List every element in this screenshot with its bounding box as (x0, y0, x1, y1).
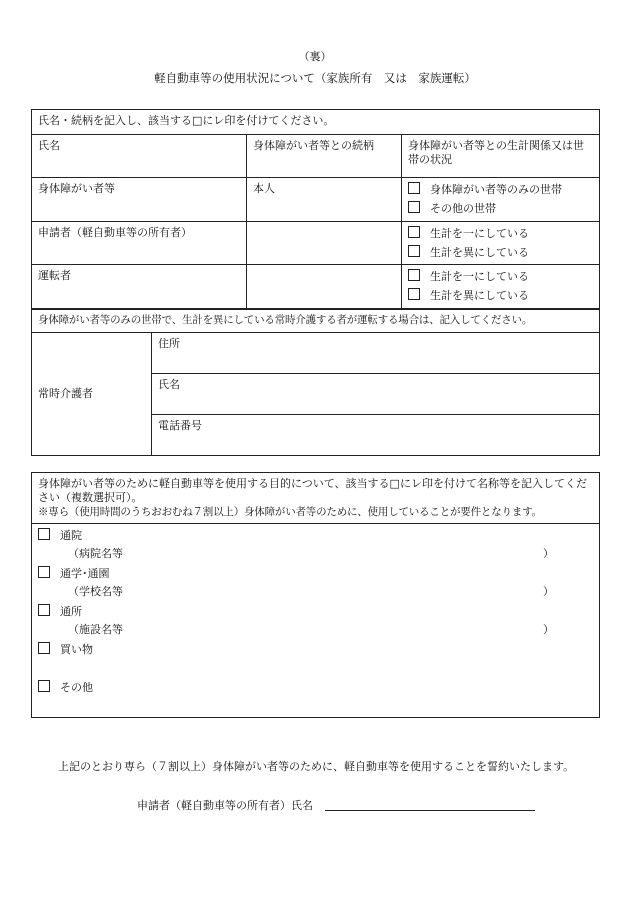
caregiver-table (31, 309, 600, 456)
facility-label: （学校名等 (68, 585, 123, 599)
signature-row (137, 798, 535, 813)
family-info-table (31, 109, 600, 309)
option-label: 生計を一にしている (430, 270, 529, 284)
option-label: 生計を異にしている (430, 289, 529, 303)
checkbox[interactable] (408, 288, 420, 300)
table-row (32, 178, 600, 222)
checkbox[interactable] (38, 566, 50, 578)
col-header-name: 氏名 (32, 135, 247, 178)
caregiver-address-field[interactable]: 住所 (152, 333, 600, 374)
facility-name-field[interactable] (38, 547, 593, 566)
facility-name-field[interactable] (38, 623, 593, 642)
page-side-label: （裏） (298, 50, 332, 63)
checkbox[interactable] (38, 642, 50, 654)
checkbox[interactable] (408, 269, 420, 281)
option-label: 生計を異にしている (430, 245, 529, 259)
page-title: 軽自動車等の使用状況について（家族所有 又は 家族運転） (154, 71, 476, 85)
caregiver-label: 常時介護者 (32, 333, 152, 456)
purpose-label: 買い物 (60, 643, 93, 657)
purpose-label: 通院 (60, 529, 82, 543)
signature-label: 申請者（軽自動車等の所有者）氏名 (137, 799, 313, 812)
caregiver-name-field[interactable]: 氏名 (152, 374, 600, 415)
pledge-text: 上記のとおり専ら（７割以上）身体障がい者等のために、軽自動車等を使用することを誓約いたします。 (58, 760, 575, 773)
row-label: 申請者（軽自動車等の所有者） (32, 221, 247, 265)
checkbox[interactable] (408, 245, 420, 257)
relation-cell[interactable]: 本人 (247, 178, 402, 222)
facility-label: （施設名等 (68, 623, 123, 637)
list-item (38, 642, 593, 661)
table-row (32, 221, 600, 265)
row-label: 身体障がい者等 (32, 178, 247, 222)
checkbox[interactable] (38, 680, 50, 692)
close-paren: ） (543, 585, 554, 599)
col-header-household: 身体障がい者等との生計関係又は世帯の状況 (402, 135, 600, 178)
caregiver-phone-field[interactable]: 電話番号 (152, 415, 600, 456)
purpose-label: その他 (60, 681, 93, 695)
checkbox[interactable] (38, 528, 50, 540)
close-paren: ） (543, 547, 554, 561)
checkbox[interactable] (408, 226, 420, 238)
col-header-relation: 身体障がい者等との続柄 (247, 135, 402, 178)
checkbox[interactable] (408, 201, 420, 213)
list-item (38, 566, 593, 585)
table-row (32, 265, 600, 309)
facility-label: （病院名等 (68, 547, 123, 561)
row-label: 運転者 (32, 265, 247, 309)
section1-instruction: 氏名・続柄を記入し、該当する□にレ印を付けてください。 (32, 110, 600, 135)
checkbox[interactable] (38, 604, 50, 616)
option-label: 身体障がい者等のみの世帯 (430, 183, 562, 196)
section3-note: ※専ら（使用時間のうちおおむね７割以上）身体障がい者等のために、使用していることが要件となります。 (38, 505, 542, 518)
section2-instruction: 身体障がい者等のみの世帯で、生計を異にしている常時介護する者が運転する場合は、記入してください。 (32, 310, 600, 333)
close-paren: ） (543, 623, 554, 637)
list-item (38, 528, 593, 547)
list-item (38, 604, 593, 623)
purpose-label: 通学･通園 (60, 567, 110, 581)
usage-purpose-section (31, 472, 600, 718)
signature-line[interactable] (325, 798, 535, 811)
option-label: その他の世帯 (430, 202, 496, 216)
option-label: 生計を一にしている (430, 226, 529, 240)
checkbox[interactable] (408, 182, 420, 194)
purpose-label: 通所 (60, 605, 82, 619)
relation-cell[interactable] (247, 265, 402, 309)
facility-name-field[interactable] (38, 585, 593, 604)
list-item (38, 680, 593, 699)
relation-cell[interactable] (247, 221, 402, 265)
section3-instruction: 身体障がい者等のために軽自動車等を使用する目的について、該当する□にレ印を付けて名称等を記入してください（複数選択可）。 (38, 477, 587, 505)
